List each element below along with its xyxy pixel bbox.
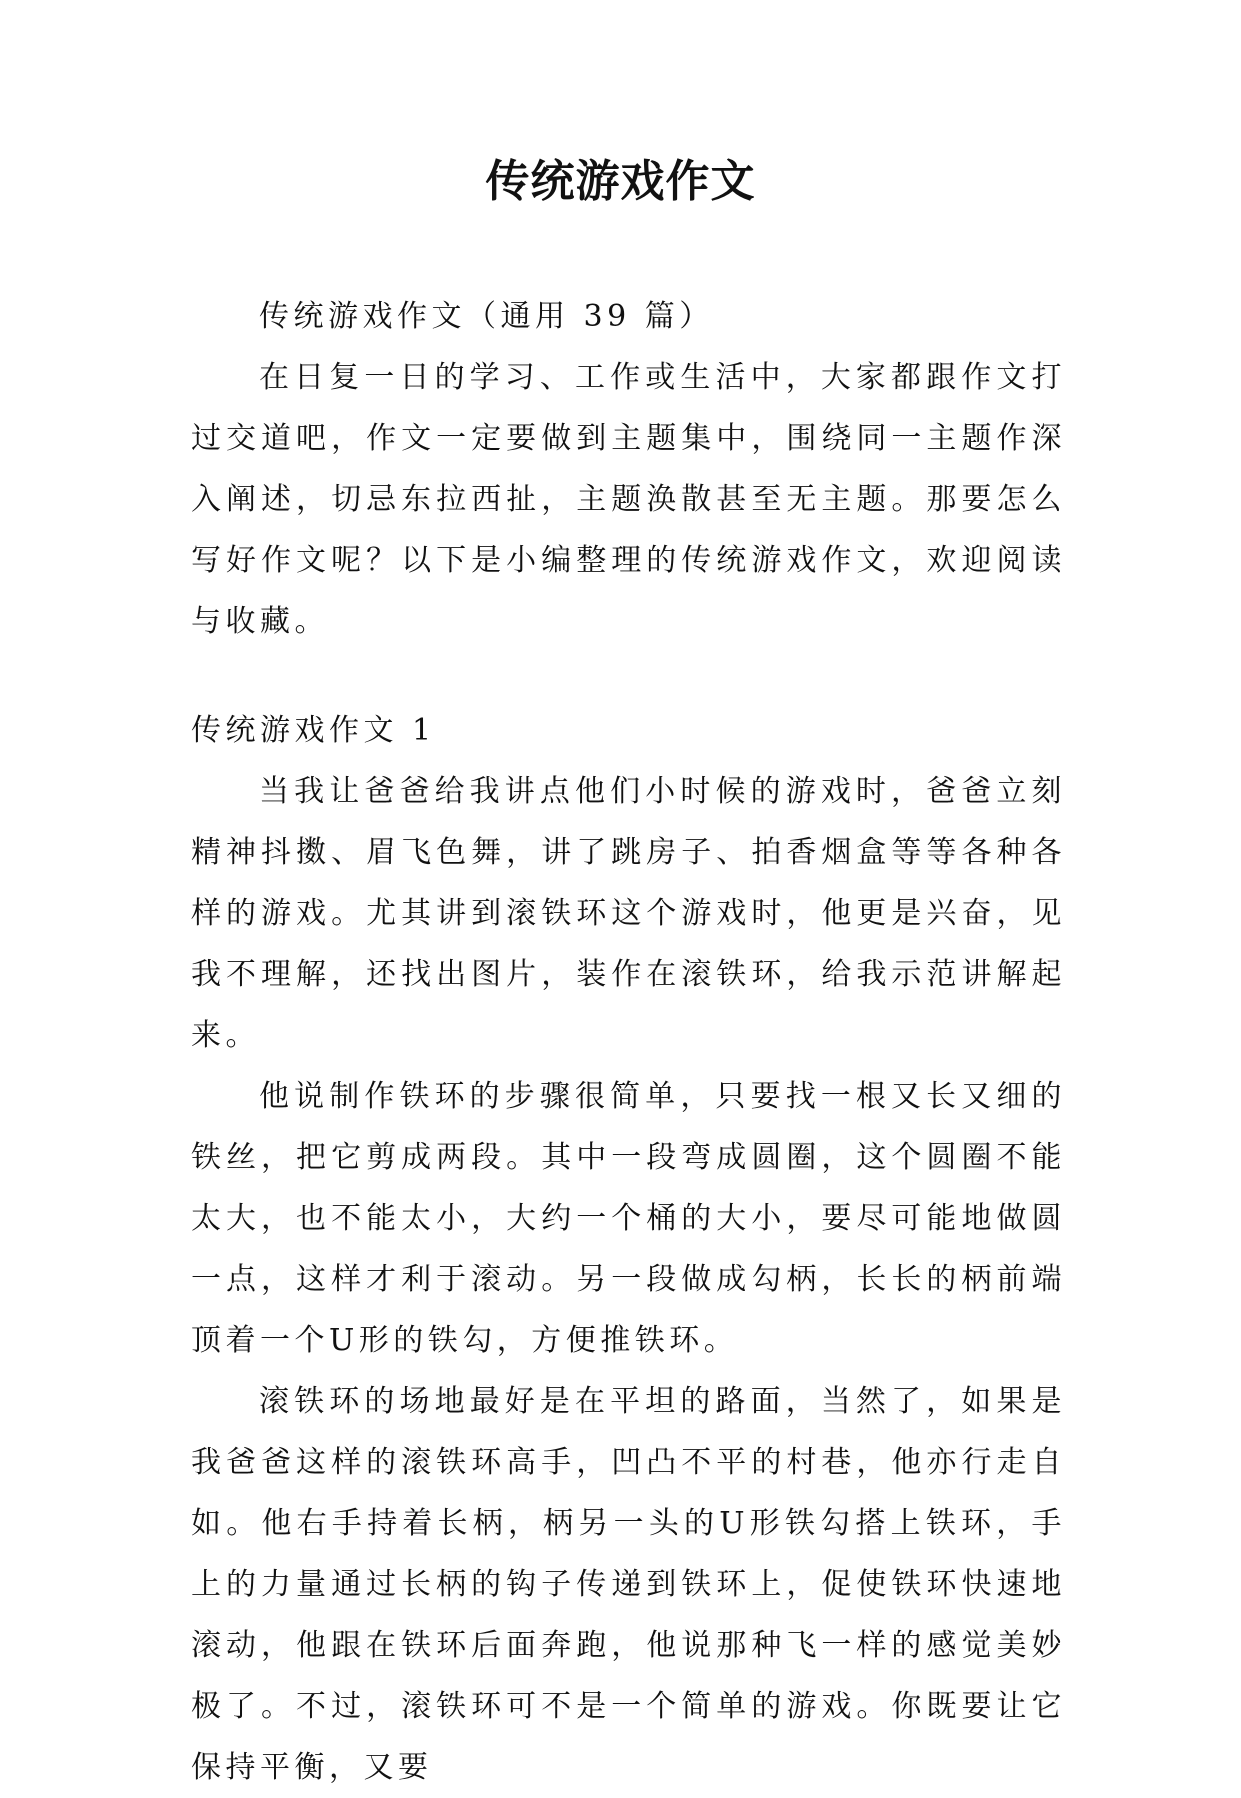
section-heading: 传统游戏作文 1	[191, 713, 436, 748]
body-paragraph: 当我让爸爸给我讲点他们小时候的游戏时，爸爸立刻精神抖擞、眉飞色舞，讲了跳房子、拍香烟盒等等各种各样的游戏。尤其讲到滚铁环这个游戏时，他更是兴奋，见我不理解，还找出图片，装作在滚铁环，给我示范讲解起来。	[191, 774, 1066, 1053]
document-subtitle: 传统游戏作文（通用 39 篇）	[259, 299, 714, 334]
body-paragraph: 他说制作铁环的步骤很简单，只要找一根又长又细的铁丝，把它剪成两段。其中一段弯成圆圈，这个圆圈不能太大，也不能太小，大约一个桶的大小，要尽可能地做圆一点，这样才利于滚动。另一段做成勾柄，长长的柄前端顶着一个U形的铁勾，方便推铁环。	[191, 1079, 1066, 1358]
document-title: 传统游戏作文	[485, 156, 756, 207]
intro-paragraph: 在日复一日的学习、工作或生活中，大家都跟作文打过交道吧，作文一定要做到主题集中，围绕同一主题作深入阐述，切忌东拉西扯，主题涣散甚至无主题。那要怎么写好作文呢？以下是小编整理的传统游戏作文，欢迎阅读与收藏。	[191, 360, 1066, 639]
document-body	[191, 286, 1066, 1798]
body-paragraph: 滚铁环的场地最好是在平坦的路面，当然了，如果是我爸爸这样的滚铁环高手，凹凸不平的村巷，他亦行走自如。他右手持着长柄，柄另一头的U形铁勾搭上铁环，手上的力量通过长柄的钩子传递到铁环上，促使铁环快速地滚动，他跟在铁环后面奔跑，他说那种飞一样的感觉美妙极了。不过，滚铁环可不是一个简单的游戏。你既要让它保持平衡，又要	[191, 1384, 1066, 1785]
